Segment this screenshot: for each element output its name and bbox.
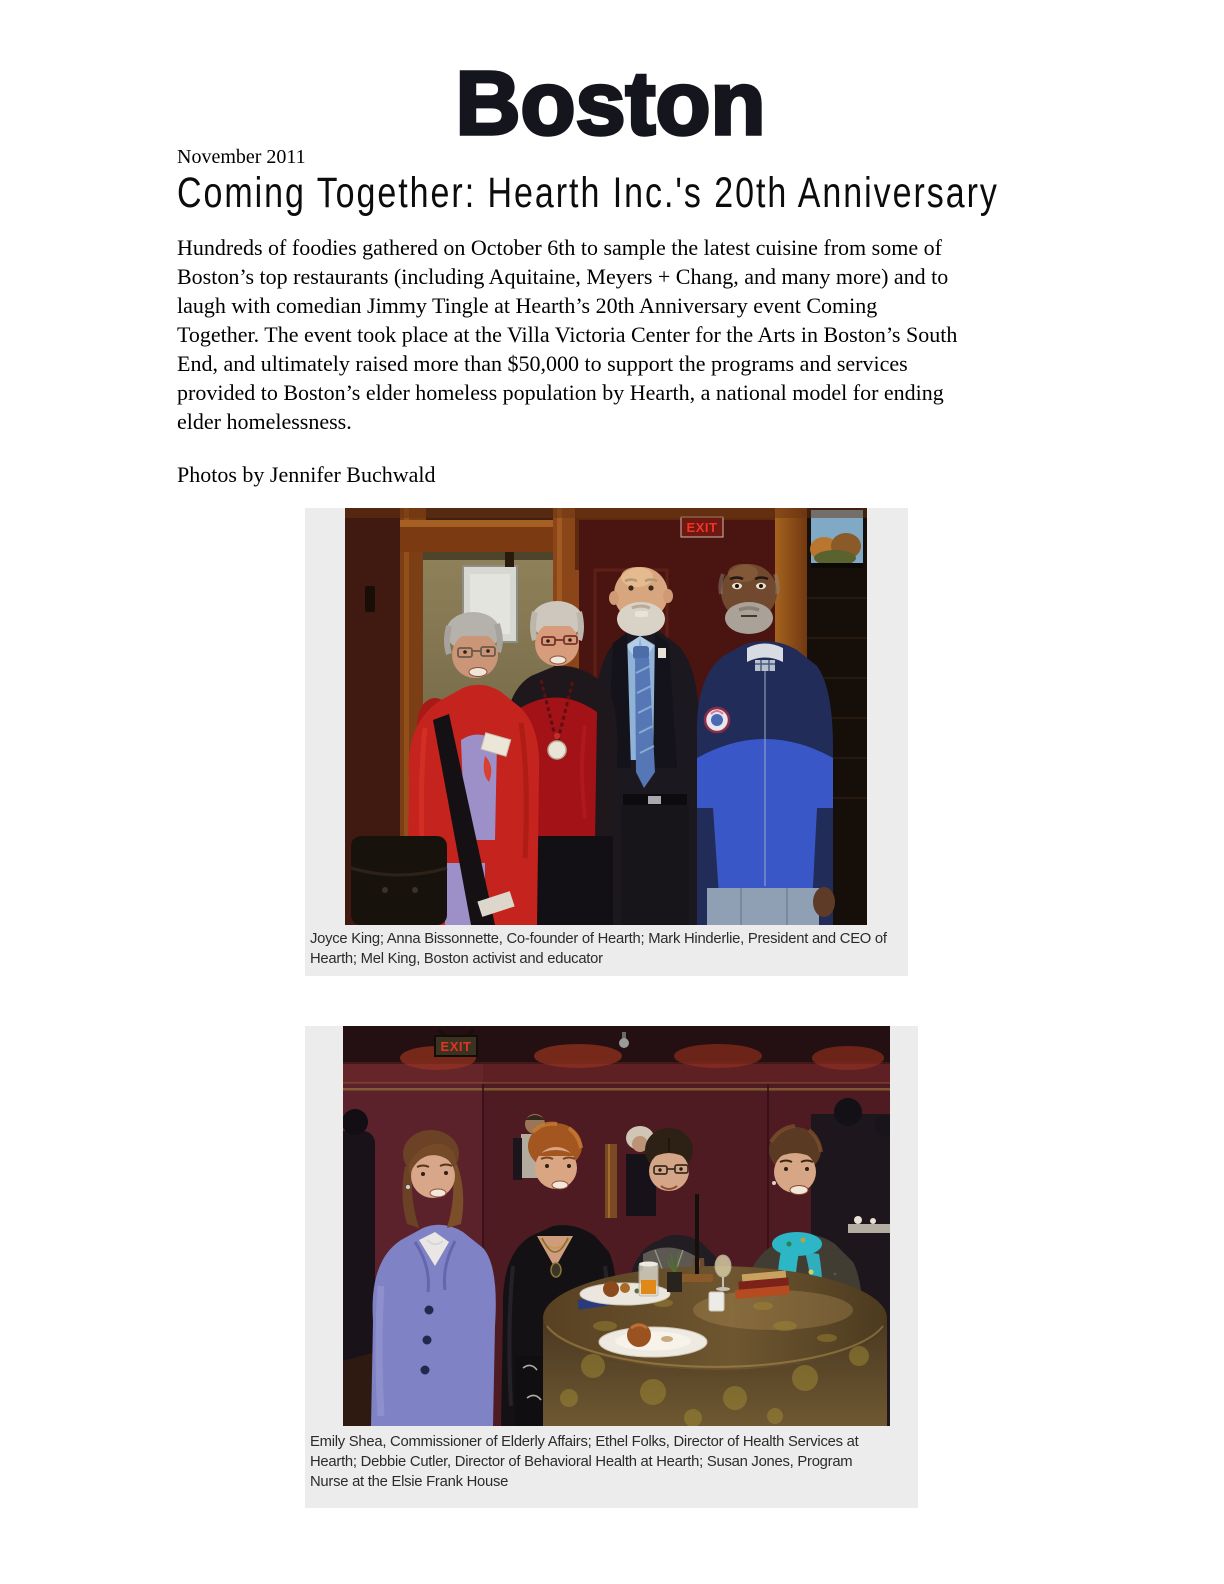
photo-2-caption bbox=[305, 1426, 918, 1508]
wall-painting bbox=[810, 510, 863, 568]
body-line: Hundreds of foodies gathered on October 6th to sample the latest cuisine from some of bbox=[177, 235, 942, 260]
article-title-text: Coming Together: Hearth Inc.'s 20th Anniversary bbox=[177, 169, 999, 217]
caption-line: Hearth; Mel King, Boston activist and educator bbox=[310, 951, 603, 967]
caption-line: Joyce King; Anna Bissonnette, Co-founder of Hearth; Mark Hinderlie, President and CEO of bbox=[310, 931, 887, 947]
photo-1-exit-sign bbox=[681, 517, 723, 537]
boston-logo: Boston bbox=[455, 54, 766, 154]
body-line: Together. The event took place at the Villa Victoria Center for the Arts in Boston’s South bbox=[177, 322, 958, 347]
exit-sign-text: EXIT bbox=[440, 1039, 472, 1054]
exit-sign-text: EXIT bbox=[686, 520, 718, 535]
photo-1-caption bbox=[305, 925, 908, 976]
article-body bbox=[177, 233, 1044, 436]
body-line: elder homelessness. bbox=[177, 409, 352, 434]
photo-credit: Photos by Jennifer Buchwald bbox=[177, 462, 436, 487]
caption-line: Hearth; Debbie Cutler, Director of Behavioral Health at Hearth; Susan Jones, Program bbox=[310, 1454, 853, 1470]
photo-1-image bbox=[345, 508, 867, 925]
photo-2-image bbox=[343, 1026, 890, 1426]
caption-line: Emily Shea, Commissioner of Elderly Affairs; Ethel Folks, Director of Health Services at bbox=[310, 1434, 859, 1450]
body-line: provided to Boston’s elder homeless population by Hearth, a national model for ending bbox=[177, 380, 944, 405]
photo-figure-1 bbox=[305, 508, 908, 976]
article-title bbox=[177, 170, 1044, 217]
photo-figure-2 bbox=[305, 1026, 918, 1508]
body-line: End, and ultimately raised more than $50,000 to support the programs and services bbox=[177, 351, 908, 376]
body-line: Boston’s top restaurants (including Aquitaine, Meyers + Chang, and many more) and to bbox=[177, 264, 949, 289]
body-line: laugh with comedian Jimmy Tingle at Hearth’s 20th Anniversary event Coming bbox=[177, 293, 878, 318]
caption-line: Nurse at the Elsie Frank House bbox=[310, 1474, 509, 1490]
publication-date: November 2011 bbox=[177, 146, 306, 168]
